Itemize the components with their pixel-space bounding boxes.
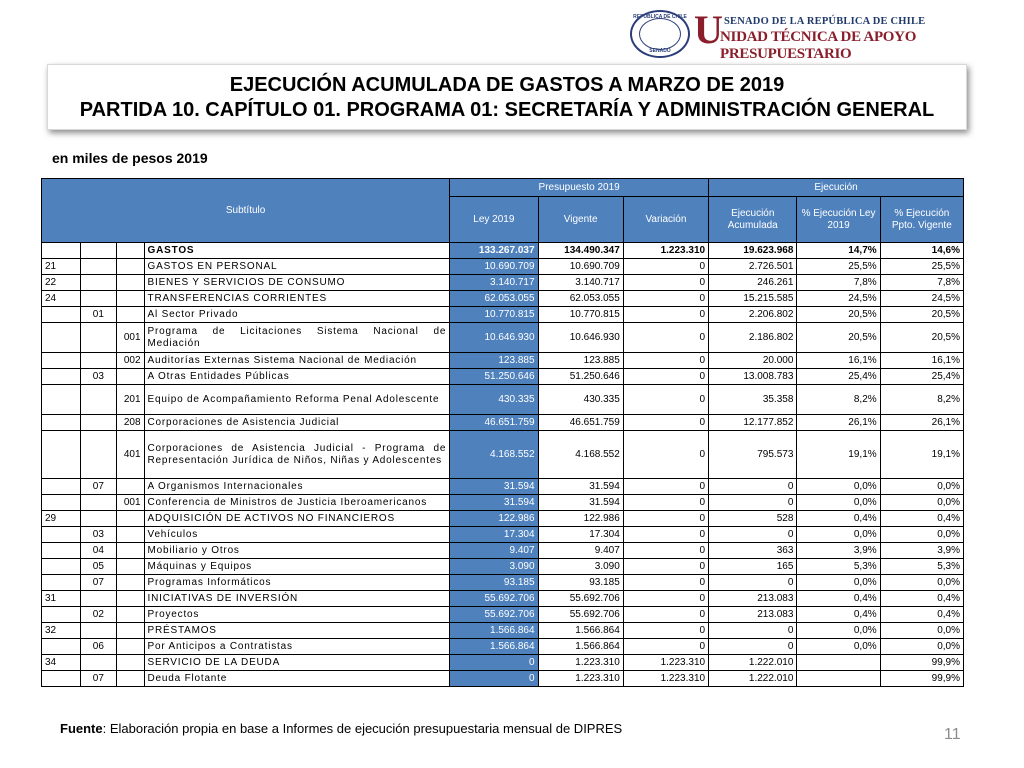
cell-variacion: 0 [623,495,708,511]
cell-denominacion: Corporaciones de Asistencia Judicial [144,415,450,431]
cell-pct-vigente: 0,0% [880,575,963,591]
table-row [42,511,964,527]
cell-pct-ley: 19,1% [797,431,880,479]
cell-ley: 55.692.706 [450,607,538,623]
cell-vigente: 10.690.709 [538,259,623,275]
cell-asignacion [117,259,144,275]
cell-pct-ley: 0,0% [797,479,880,495]
cell-subtitulo [42,671,81,687]
cell-ley: 1.566.864 [450,639,538,655]
header-ejecucion-acumulada: Ejecución Acumulada [709,197,797,243]
cell-ejecucion-acumulada: 20.000 [709,353,797,369]
cell-pct-vigente: 24,5% [880,291,963,307]
cell-pct-vigente: 0,4% [880,591,963,607]
table-row [42,353,964,369]
cell-item [80,385,117,415]
cell-ley: 46.651.759 [450,415,538,431]
cell-subtitulo [42,479,81,495]
cell-pct-vigente: 8,2% [880,385,963,415]
cell-variacion: 0 [623,511,708,527]
cell-ley: 3.090 [450,559,538,575]
cell-denominacion: A Organismos Internacionales [144,479,450,495]
cell-item: 06 [80,639,117,655]
cell-vigente: 31.594 [538,495,623,511]
cell-item [80,323,117,353]
cell-pct-vigente: 19,1% [880,431,963,479]
cell-asignacion [117,623,144,639]
subtitle: en miles de pesos 2019 [52,150,208,166]
cell-ley: 0 [450,655,538,671]
cell-pct-ley: 8,2% [797,385,880,415]
cell-variacion: 0 [623,369,708,385]
cell-denominacion: SERVICIO DE LA DEUDA [144,655,450,671]
cell-ejecucion-acumulada: 165 [709,559,797,575]
cell-subtitulo: 22 [42,275,81,291]
cell-variacion: 0 [623,291,708,307]
cell-item: 07 [80,671,117,687]
cell-variacion: 0 [623,543,708,559]
cell-pct-vigente: 26,1% [880,415,963,431]
cell-ley: 62.053.055 [450,291,538,307]
cell-denominacion: PRÉSTAMOS [144,623,450,639]
header-presupuesto: Presupuesto 2019 [450,179,709,197]
header-variacion: Variación [623,197,708,243]
table-row [42,543,964,559]
cell-denominacion: ADQUISICIÓN DE ACTIVOS NO FINANCIEROS [144,511,450,527]
cell-vigente: 430.335 [538,385,623,415]
cell-denominacion: TRANSFERENCIAS CORRIENTES [144,291,450,307]
cell-vigente: 134.490.347 [538,243,623,259]
cell-pct-vigente: 25,4% [880,369,963,385]
cell-denominacion: Programas Informáticos [144,575,450,591]
cell-vigente: 4.168.552 [538,431,623,479]
cell-ley: 9.407 [450,543,538,559]
cell-ejecucion-acumulada: 1.222.010 [709,671,797,687]
cell-vigente: 31.594 [538,479,623,495]
cell-ley: 3.140.717 [450,275,538,291]
cell-asignacion: 001 [117,323,144,353]
cell-pct-vigente: 3,9% [880,543,963,559]
table-row [42,559,964,575]
cell-vigente: 55.692.706 [538,607,623,623]
cell-subtitulo: 24 [42,291,81,307]
cell-denominacion: Conferencia de Ministros de Justicia Iberoamericanos [144,495,450,511]
cell-pct-ley: 0,4% [797,511,880,527]
header-vigente: Vigente [538,197,623,243]
page-number: 11 [944,726,961,743]
budget-table [41,178,964,687]
cell-vigente: 46.651.759 [538,415,623,431]
cell-variacion: 0 [623,431,708,479]
cell-ejecucion-acumulada: 0 [709,575,797,591]
table-row [42,639,964,655]
cell-ley: 0 [450,671,538,687]
cell-pct-ley: 14,7% [797,243,880,259]
cell-variacion: 0 [623,479,708,495]
cell-pct-vigente: 25,5% [880,259,963,275]
table-row [42,323,964,353]
cell-asignacion: 208 [117,415,144,431]
cell-asignacion: 002 [117,353,144,369]
cell-ejecucion-acumulada: 528 [709,511,797,527]
cell-pct-vigente: 0,0% [880,639,963,655]
cell-variacion: 1.223.310 [623,243,708,259]
cell-variacion: 0 [623,559,708,575]
cell-pct-ley: 16,1% [797,353,880,369]
cell-asignacion [117,575,144,591]
source-label: Fuente [60,721,103,736]
cell-vigente: 1.566.864 [538,639,623,655]
cell-pct-vigente: 0,4% [880,511,963,527]
cell-vigente: 51.250.646 [538,369,623,385]
cell-item [80,275,117,291]
table-row [42,591,964,607]
cell-item [80,415,117,431]
cell-denominacion: GASTOS EN PERSONAL [144,259,450,275]
cell-asignacion [117,243,144,259]
cell-subtitulo [42,607,81,623]
cell-ejecucion-acumulada: 1.222.010 [709,655,797,671]
cell-vigente: 3.090 [538,559,623,575]
table-row [42,479,964,495]
cell-ley: 93.185 [450,575,538,591]
cell-asignacion [117,275,144,291]
cell-item [80,243,117,259]
cell-item: 07 [80,575,117,591]
cell-denominacion: Programa de Licitaciones Sistema Nacional de Mediación [144,323,450,353]
cell-denominacion: A Otras Entidades Públicas [144,369,450,385]
cell-denominacion: Por Anticipos a Contratistas [144,639,450,655]
cell-ejecucion-acumulada: 15.215.585 [709,291,797,307]
cell-subtitulo [42,543,81,559]
cell-denominacion: Deuda Flotante [144,671,450,687]
cell-item [80,353,117,369]
table-row [42,575,964,591]
cell-item: 07 [80,479,117,495]
header-ejecucion: Ejecución [709,179,964,197]
table-row [42,431,964,479]
cell-asignacion: 201 [117,385,144,415]
cell-denominacion: Máquinas y Equipos [144,559,450,575]
cell-pct-vigente: 99,9% [880,655,963,671]
cell-subtitulo [42,495,81,511]
cell-vigente: 3.140.717 [538,275,623,291]
cell-item [80,511,117,527]
cell-item [80,495,117,511]
cell-item [80,291,117,307]
cell-vigente: 1.566.864 [538,623,623,639]
cell-subtitulo [42,353,81,369]
source-text: : Elaboración propia en base a Informes de ejecución presupuestaria mensual de DIPRES [102,721,623,736]
cell-denominacion: Proyectos [144,607,450,623]
cell-vigente: 1.223.310 [538,655,623,671]
title-box [47,64,967,130]
cell-pct-ley: 20,5% [797,307,880,323]
cell-variacion: 0 [623,323,708,353]
cell-variacion: 1.223.310 [623,671,708,687]
cell-ley: 31.594 [450,479,538,495]
senate-name: SENADO DE LA REPÚBLICA DE CHILE [724,16,926,27]
cell-vigente: 93.185 [538,575,623,591]
cell-vigente: 10.646.930 [538,323,623,353]
cell-ejecucion-acumulada: 0 [709,623,797,639]
cell-ley: 133.267.037 [450,243,538,259]
table-row [42,415,964,431]
cell-pct-ley: 0,0% [797,527,880,543]
cell-variacion: 0 [623,575,708,591]
cell-ejecucion-acumulada: 363 [709,543,797,559]
cell-pct-ley: 0,0% [797,575,880,591]
cell-asignacion [117,607,144,623]
cell-ley: 55.692.706 [450,591,538,607]
cell-pct-ley: 24,5% [797,291,880,307]
seal-emblem [639,18,681,50]
cell-denominacion: Corporaciones de Asistencia Judicial - Programa de Representación Jurídica de Niños, Niñas y Adolescentes [144,431,450,479]
cell-denominacion: Equipo de Acompañamiento Reforma Penal Adolescente [144,385,450,415]
cell-pct-ley [797,671,880,687]
source-note [60,721,622,736]
cell-pct-ley: 0,0% [797,623,880,639]
cell-variacion: 0 [623,385,708,415]
cell-item [80,591,117,607]
logo-letter: U [694,7,723,52]
cell-asignacion [117,369,144,385]
cell-vigente: 9.407 [538,543,623,559]
cell-item: 05 [80,559,117,575]
cell-ejecucion-acumulada: 0 [709,479,797,495]
cell-pct-vigente: 7,8% [880,275,963,291]
cell-ejecucion-acumulada: 12.177.852 [709,415,797,431]
cell-pct-ley: 26,1% [797,415,880,431]
cell-subtitulo [42,307,81,323]
table-row [42,623,964,639]
cell-pct-vigente: 20,5% [880,307,963,323]
cell-ejecucion-acumulada: 795.573 [709,431,797,479]
cell-ejecucion-acumulada: 13.008.783 [709,369,797,385]
cell-vigente: 62.053.055 [538,291,623,307]
cell-pct-ley: 0,0% [797,639,880,655]
cell-variacion: 0 [623,307,708,323]
table-row [42,655,964,671]
cell-subtitulo [42,369,81,385]
table-row [42,527,964,543]
cell-asignacion [117,543,144,559]
cell-pct-ley [797,655,880,671]
cell-ejecucion-acumulada: 213.083 [709,607,797,623]
cell-item: 01 [80,307,117,323]
cell-subtitulo [42,243,81,259]
cell-subtitulo [42,575,81,591]
cell-item [80,623,117,639]
cell-denominacion: GASTOS [144,243,450,259]
cell-ley: 31.594 [450,495,538,511]
cell-subtitulo [42,527,81,543]
cell-pct-vigente: 0,0% [880,479,963,495]
cell-pct-vigente: 20,5% [880,323,963,353]
cell-vigente: 123.885 [538,353,623,369]
table-row [42,291,964,307]
cell-subtitulo [42,639,81,655]
cell-item [80,259,117,275]
cell-ejecucion-acumulada: 2.726.501 [709,259,797,275]
unit-name: NIDAD TÉCNICA DE APOYO PRESUPUESTARIO [720,29,917,62]
header-subtitulo: Subtítulo [42,179,450,243]
senate-seal [630,10,690,58]
table-row [42,307,964,323]
table-row [42,259,964,275]
cell-pct-vigente: 0,0% [880,623,963,639]
title-line-1: EJECUCIÓN ACUMULADA DE GASTOS A MARZO DE 2019 [229,74,785,96]
cell-pct-ley: 25,5% [797,259,880,275]
cell-subtitulo: 34 [42,655,81,671]
cell-variacion: 0 [623,527,708,543]
cell-subtitulo [42,559,81,575]
cell-item: 03 [80,527,117,543]
table-row [42,495,964,511]
cell-asignacion [117,655,144,671]
cell-ejecucion-acumulada: 0 [709,495,797,511]
cell-vigente: 1.223.310 [538,671,623,687]
cell-pct-vigente: 0,0% [880,527,963,543]
header-ley: Ley 2019 [450,197,538,243]
seal-bottom-text: SENADO [649,48,671,54]
cell-pct-vigente: 16,1% [880,353,963,369]
cell-ley: 10.690.709 [450,259,538,275]
table-row [42,671,964,687]
cell-item: 03 [80,369,117,385]
cell-asignacion [117,639,144,655]
cell-vigente: 10.770.815 [538,307,623,323]
cell-ejecucion-acumulada: 35.358 [709,385,797,415]
cell-subtitulo: 32 [42,623,81,639]
cell-denominacion: Mobiliario y Otros [144,543,450,559]
cell-asignacion [117,291,144,307]
cell-item [80,431,117,479]
cell-subtitulo [42,385,81,415]
cell-asignacion [117,527,144,543]
cell-pct-vigente: 99,9% [880,671,963,687]
cell-asignacion [117,559,144,575]
cell-item [80,655,117,671]
cell-pct-ley: 7,8% [797,275,880,291]
table-row-total [42,243,964,259]
cell-pct-ley: 20,5% [797,323,880,353]
cell-denominacion: Auditorías Externas Sistema Nacional de Mediación [144,353,450,369]
cell-pct-ley: 5,3% [797,559,880,575]
cell-variacion: 0 [623,353,708,369]
cell-denominacion: Al Sector Privado [144,307,450,323]
cell-ley: 10.770.815 [450,307,538,323]
cell-variacion: 0 [623,275,708,291]
cell-item: 04 [80,543,117,559]
cell-vigente: 55.692.706 [538,591,623,607]
cell-ley: 122.986 [450,511,538,527]
cell-variacion: 0 [623,415,708,431]
cell-variacion: 1.223.310 [623,655,708,671]
header-pct-vigente: % Ejecución Ppto. Vigente [880,197,963,243]
cell-ejecucion-acumulada: 246.261 [709,275,797,291]
cell-ejecucion-acumulada: 213.083 [709,591,797,607]
cell-ejecucion-acumulada: 19.623.968 [709,243,797,259]
seal-top-text: REPÚBLICA DE CHILE [633,14,687,20]
cell-subtitulo: 29 [42,511,81,527]
table-row [42,385,964,415]
cell-variacion: 0 [623,591,708,607]
cell-subtitulo: 21 [42,259,81,275]
cell-asignacion [117,591,144,607]
cell-pct-ley: 3,9% [797,543,880,559]
cell-asignacion: 001 [117,495,144,511]
cell-variacion: 0 [623,623,708,639]
cell-pct-ley: 0,4% [797,607,880,623]
cell-asignacion [117,307,144,323]
cell-pct-vigente: 5,3% [880,559,963,575]
cell-subtitulo [42,431,81,479]
cell-asignacion [117,671,144,687]
cell-ley: 430.335 [450,385,538,415]
cell-subtitulo: 31 [42,591,81,607]
cell-ley: 4.168.552 [450,431,538,479]
cell-ejecucion-acumulada: 2.186.802 [709,323,797,353]
cell-vigente: 17.304 [538,527,623,543]
cell-variacion: 0 [623,639,708,655]
cell-pct-vigente: 0,4% [880,607,963,623]
cell-ley: 1.566.864 [450,623,538,639]
cell-denominacion: Vehículos [144,527,450,543]
cell-subtitulo [42,415,81,431]
cell-asignacion: 401 [117,431,144,479]
cell-denominacion: BIENES Y SERVICIOS DE CONSUMO [144,275,450,291]
cell-vigente: 122.986 [538,511,623,527]
cell-variacion: 0 [623,259,708,275]
cell-pct-ley: 0,0% [797,495,880,511]
title-line-2: PARTIDA 10. CAPÍTULO 01. PROGRAMA 01: SECRETARÍA Y ADMINISTRACIÓN GENERAL [79,99,935,121]
table-row [42,369,964,385]
cell-ejecucion-acumulada: 2.206.802 [709,307,797,323]
cell-pct-ley: 25,4% [797,369,880,385]
header-pct-ley: % Ejecución Ley 2019 [797,197,880,243]
cell-asignacion [117,479,144,495]
cell-subtitulo [42,323,81,353]
cell-pct-vigente: 14,6% [880,243,963,259]
cell-variacion: 0 [623,607,708,623]
table-row [42,275,964,291]
cell-pct-ley: 0,4% [797,591,880,607]
cell-ejecucion-acumulada: 0 [709,527,797,543]
table-row [42,607,964,623]
cell-ejecucion-acumulada: 0 [709,639,797,655]
cell-asignacion [117,511,144,527]
cell-ley: 10.646.930 [450,323,538,353]
cell-pct-vigente: 0,0% [880,495,963,511]
cell-item: 02 [80,607,117,623]
cell-ley: 17.304 [450,527,538,543]
cell-ley: 51.250.646 [450,369,538,385]
cell-ley: 123.885 [450,353,538,369]
cell-denominacion: INICIATIVAS DE INVERSIÓN [144,591,450,607]
